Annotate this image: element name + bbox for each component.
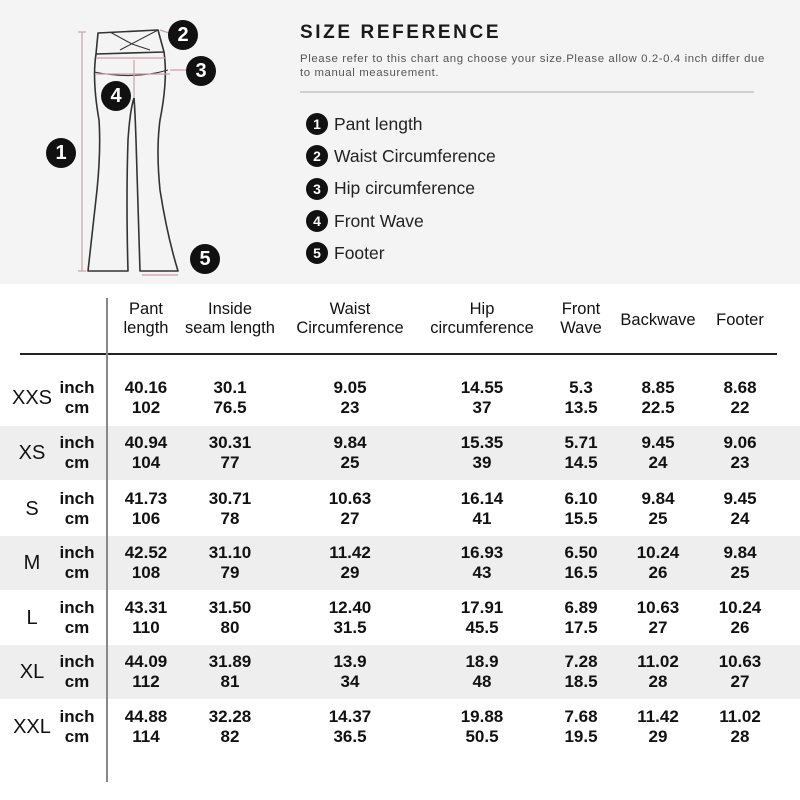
table-cell <box>111 433 181 473</box>
value-inch: 32.28 <box>208 707 252 726</box>
unit-cm: cm <box>64 453 90 472</box>
value-cm: 114 <box>132 727 160 746</box>
value-inch: 15.35 <box>460 433 504 452</box>
value-inch: 16.93 <box>460 543 504 562</box>
legend-item <box>306 140 496 172</box>
legend-item <box>306 108 496 140</box>
value-cm: 43 <box>472 563 492 582</box>
value-cm: 27 <box>730 672 750 691</box>
column-header-line1: Inside <box>207 300 253 318</box>
column-header-line1: Front <box>561 300 601 318</box>
column-header <box>285 300 415 338</box>
table-cell <box>285 652 415 692</box>
value-cm: 26 <box>730 618 750 637</box>
value-cm: 27 <box>648 618 668 637</box>
flare-pants-diagram <box>0 0 290 284</box>
unit-inch: inch <box>59 598 95 617</box>
table-row <box>0 371 800 425</box>
value-inch: 30.71 <box>208 489 252 508</box>
size-label: L <box>26 607 38 629</box>
value-inch: 6.50 <box>564 543 598 562</box>
header-divider <box>20 353 777 355</box>
table-cell <box>551 543 611 583</box>
table-cell <box>111 489 181 529</box>
value-cm: 36.5 <box>333 727 367 746</box>
table-cell <box>613 543 703 583</box>
value-inch: 40.16 <box>124 378 168 397</box>
table-cell <box>285 378 415 418</box>
column-header-line2: Circumference <box>296 319 404 337</box>
table-cell <box>111 707 181 747</box>
value-inch: 9.45 <box>723 489 757 508</box>
value-inch: 31.50 <box>208 598 252 617</box>
value-inch: 11.42 <box>637 707 679 726</box>
value-cm: 81 <box>220 672 240 691</box>
value-cm: 18.5 <box>564 672 598 691</box>
value-cm: 41 <box>472 509 492 528</box>
unit-labels <box>56 378 98 418</box>
table-cell <box>613 652 703 692</box>
value-cm: 45.5 <box>465 618 499 637</box>
value-inch: 6.10 <box>564 489 598 508</box>
value-cm: 24 <box>730 509 750 528</box>
value-inch: 16.14 <box>460 489 504 508</box>
value-inch: 9.05 <box>333 378 367 397</box>
table-cell <box>705 433 775 473</box>
value-cm: 39 <box>472 453 492 472</box>
value-inch: 9.84 <box>723 543 757 562</box>
table-cell <box>551 433 611 473</box>
value-cm: 29 <box>340 563 360 582</box>
table-cell <box>111 598 181 638</box>
table-cell <box>285 707 415 747</box>
value-cm: 48 <box>472 672 492 691</box>
value-cm: 17.5 <box>564 618 598 637</box>
badge-waist: 2 <box>168 20 198 50</box>
value-inch: 14.55 <box>460 378 504 397</box>
table-cell <box>175 489 285 529</box>
value-cm: 28 <box>730 727 750 746</box>
table-cell <box>417 707 547 747</box>
value-inch: 9.84 <box>641 489 675 508</box>
value-cm: 112 <box>132 672 160 691</box>
table-cell <box>111 652 181 692</box>
measurement-note: Please refer to this chart ang choose your size.Please allow 0.2-0.4 inch differ due to manual measurement. <box>300 53 765 79</box>
legend-number: 3 <box>306 178 328 200</box>
value-cm: 78 <box>220 509 240 528</box>
unit-labels <box>56 598 98 638</box>
table-row <box>0 591 800 645</box>
unit-cm: cm <box>64 727 90 746</box>
table-cell <box>705 378 775 418</box>
badge-hip: 3 <box>186 56 216 86</box>
table-cell <box>175 652 285 692</box>
value-inch: 44.09 <box>124 652 168 671</box>
table-cell <box>551 598 611 638</box>
table-cell <box>417 489 547 529</box>
unit-inch: inch <box>59 378 95 397</box>
table-cell <box>285 543 415 583</box>
table-cell <box>551 378 611 418</box>
value-inch: 9.06 <box>723 433 757 452</box>
unit-inch: inch <box>59 433 95 452</box>
table-cell <box>417 543 547 583</box>
table-row <box>0 536 800 590</box>
legend-label: Hip circumference <box>334 178 476 199</box>
column-header <box>551 300 611 338</box>
column-header-line2: seam length <box>185 319 275 337</box>
value-inch: 6.89 <box>564 598 598 617</box>
value-cm: 19.5 <box>564 727 598 746</box>
size-label: S <box>25 498 39 520</box>
value-cm: 29 <box>648 727 668 746</box>
legend-label: Front Wave <box>334 210 424 231</box>
column-header <box>705 311 775 330</box>
value-cm: 76.5 <box>213 398 247 417</box>
unit-labels <box>56 433 98 473</box>
value-inch: 31.89 <box>208 652 252 671</box>
value-inch: 10.63 <box>718 652 762 671</box>
unit-cm: cm <box>64 618 90 637</box>
table-cell <box>111 378 181 418</box>
table-cell <box>613 707 703 747</box>
table-cell <box>285 433 415 473</box>
value-cm: 25 <box>340 453 360 472</box>
value-cm: 110 <box>132 618 160 637</box>
legend-label: Footer <box>334 242 385 263</box>
value-inch: 14.37 <box>328 707 372 726</box>
table-cell <box>551 489 611 529</box>
value-inch: 11.42 <box>329 543 371 562</box>
value-inch: 10.24 <box>636 543 680 562</box>
unit-labels <box>56 543 98 583</box>
value-inch: 10.63 <box>328 489 372 508</box>
table-row <box>0 482 800 536</box>
value-cm: 15.5 <box>564 509 598 528</box>
value-cm: 102 <box>131 398 161 417</box>
value-cm: 104 <box>131 453 161 472</box>
value-inch: 30.1 <box>213 378 247 397</box>
value-inch: 44.88 <box>124 707 168 726</box>
value-inch: 18.9 <box>465 652 499 671</box>
unit-inch: inch <box>59 652 95 671</box>
legend-item <box>306 237 496 269</box>
column-header <box>613 311 703 330</box>
value-inch: 30.31 <box>208 433 252 452</box>
value-cm: 37 <box>472 398 492 417</box>
value-cm: 13.5 <box>564 398 598 417</box>
table-cell <box>551 652 611 692</box>
column-header-line1: Pant <box>129 300 163 318</box>
legend-item <box>306 205 496 237</box>
value-inch: 10.63 <box>636 598 680 617</box>
table-cell <box>417 433 547 473</box>
value-inch: 13.9 <box>333 652 367 671</box>
value-cm: 23 <box>730 453 750 472</box>
column-header-line1: Hip <box>469 300 495 318</box>
value-inch: 31.10 <box>208 543 252 562</box>
table-cell <box>613 598 703 638</box>
column-header-line1: Waist <box>329 300 371 318</box>
value-cm: 22 <box>730 398 750 417</box>
value-inch: 8.68 <box>723 378 757 397</box>
value-cm: 28 <box>648 672 668 691</box>
table-cell <box>705 652 775 692</box>
legend-label: Waist Circumference <box>334 145 496 166</box>
value-inch: 5.71 <box>564 433 598 452</box>
column-header-line2: length <box>123 319 169 337</box>
table-cell <box>111 543 181 583</box>
unit-cm: cm <box>64 563 90 582</box>
legend-number: 2 <box>306 145 328 167</box>
table-cell <box>613 433 703 473</box>
value-inch: 10.24 <box>718 598 762 617</box>
size-label: XS <box>18 442 46 464</box>
value-inch: 43.31 <box>124 598 168 617</box>
column-header-line1: Backwave <box>620 311 696 329</box>
unit-labels <box>56 489 98 529</box>
table-row <box>0 426 800 480</box>
legend-number: 5 <box>306 242 328 264</box>
table-cell <box>705 598 775 638</box>
value-cm: 25 <box>648 509 668 528</box>
table-cell <box>175 707 285 747</box>
table-cell <box>417 652 547 692</box>
table-cell <box>285 489 415 529</box>
column-header <box>111 300 181 338</box>
value-cm: 24 <box>648 453 668 472</box>
divider <box>300 91 754 93</box>
value-inch: 17.91 <box>460 598 504 617</box>
value-inch: 9.45 <box>641 433 675 452</box>
value-cm: 106 <box>131 509 161 528</box>
value-inch: 9.84 <box>333 433 367 452</box>
value-inch: 5.3 <box>569 378 593 397</box>
value-inch: 11.02 <box>719 707 761 726</box>
column-header <box>417 300 547 338</box>
page-title: SIZE REFERENCE <box>300 22 502 43</box>
value-cm: 80 <box>220 618 240 637</box>
value-inch: 11.02 <box>637 652 679 671</box>
unit-inch: inch <box>59 707 95 726</box>
table-cell <box>613 489 703 529</box>
table-cell <box>417 378 547 418</box>
value-cm: 79 <box>220 563 240 582</box>
table-cell <box>705 543 775 583</box>
value-inch: 42.52 <box>124 543 168 562</box>
unit-cm: cm <box>64 509 90 528</box>
value-cm: 77 <box>220 453 240 472</box>
table-cell <box>175 543 285 583</box>
value-cm: 16.5 <box>564 563 598 582</box>
value-cm: 14.5 <box>564 453 598 472</box>
measurement-legend <box>306 108 496 269</box>
unit-inch: inch <box>59 489 95 508</box>
badge-front-wave: 4 <box>101 81 131 111</box>
value-inch: 19.88 <box>460 707 504 726</box>
value-cm: 108 <box>131 563 161 582</box>
unit-cm: cm <box>64 398 90 417</box>
size-label: XXL <box>13 716 51 738</box>
legend-label: Pant length <box>334 113 423 134</box>
badge-pant-length: 1 <box>46 138 76 168</box>
column-header-line2: circumference <box>430 319 534 337</box>
value-cm: 34 <box>340 672 360 691</box>
table-cell <box>613 378 703 418</box>
table-row <box>0 700 800 754</box>
table-cell <box>175 433 285 473</box>
legend-number: 4 <box>306 210 328 232</box>
column-header <box>175 300 285 338</box>
unit-inch: inch <box>59 543 95 562</box>
value-inch: 7.28 <box>564 652 598 671</box>
value-inch: 7.68 <box>564 707 598 726</box>
badge-footer: 5 <box>190 244 220 274</box>
table-cell <box>417 598 547 638</box>
column-divider <box>106 298 108 782</box>
value-cm: 82 <box>220 727 240 746</box>
unit-labels <box>56 707 98 747</box>
value-inch: 12.40 <box>328 598 372 617</box>
size-label: XL <box>19 661 45 683</box>
value-cm: 25 <box>730 563 750 582</box>
value-cm: 26 <box>648 563 668 582</box>
table-cell <box>175 378 285 418</box>
unit-cm: cm <box>64 672 90 691</box>
table-cell <box>705 707 775 747</box>
table-cell <box>551 707 611 747</box>
table-row <box>0 645 800 699</box>
value-inch: 40.94 <box>124 433 168 452</box>
value-cm: 50.5 <box>465 727 499 746</box>
value-cm: 27 <box>340 509 360 528</box>
size-label: XXS <box>11 387 53 409</box>
value-cm: 23 <box>340 398 360 417</box>
size-reference-panel <box>0 0 800 284</box>
column-header-line1: Footer <box>716 311 764 329</box>
size-label: M <box>23 552 41 574</box>
value-cm: 31.5 <box>333 618 367 637</box>
table-cell <box>175 598 285 638</box>
value-cm: 22.5 <box>641 398 675 417</box>
legend-item <box>306 173 496 205</box>
table-cell <box>705 489 775 529</box>
legend-number: 1 <box>306 113 328 135</box>
value-inch: 8.85 <box>641 378 675 397</box>
unit-labels <box>56 652 98 692</box>
value-inch: 41.73 <box>124 489 168 508</box>
table-cell <box>285 598 415 638</box>
column-header-line2: Wave <box>560 319 602 337</box>
